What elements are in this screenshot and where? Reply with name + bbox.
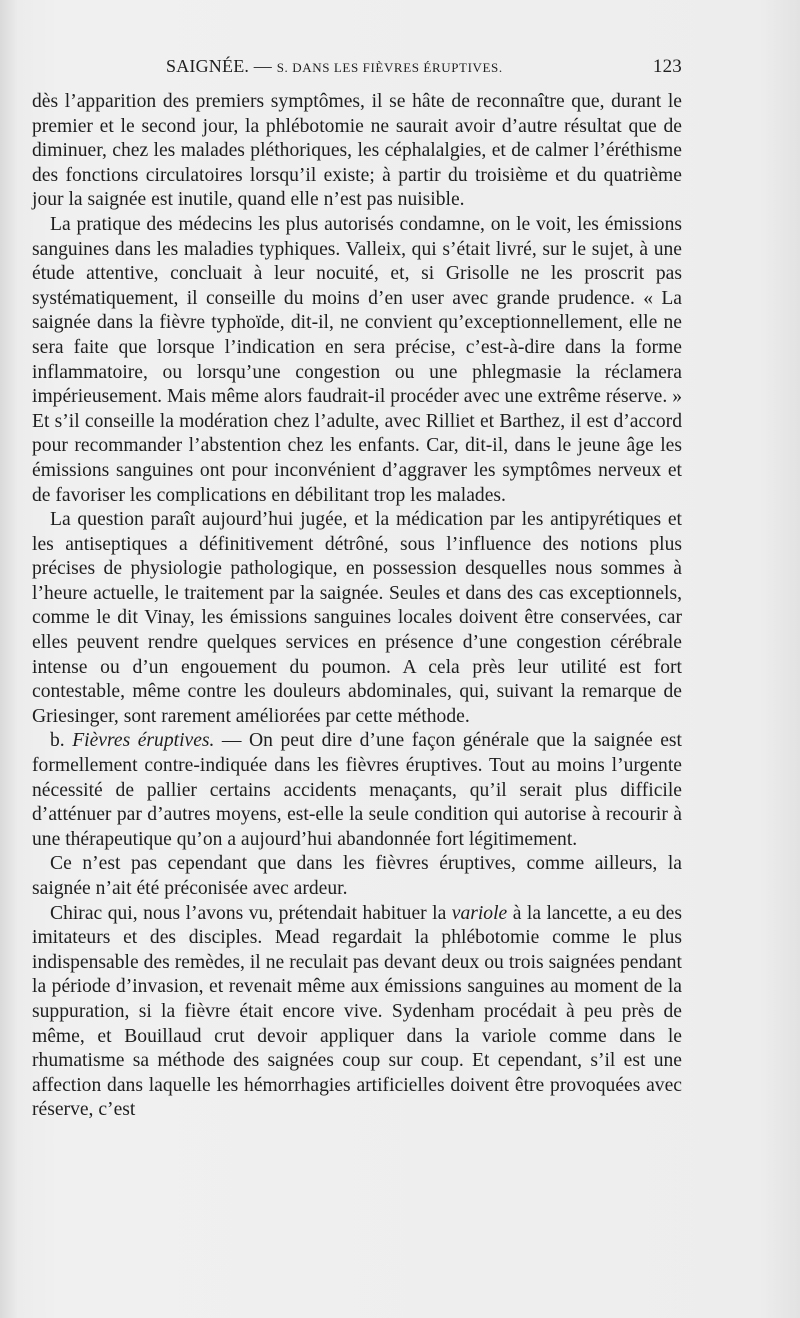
body-text bbox=[32, 90, 682, 1123]
running-header bbox=[34, 56, 682, 82]
italic-term: variole bbox=[451, 902, 508, 924]
paragraph: b. Fièvres éruptives. — On peut dire d’une façon générale que la saignée est formellement contre-indiquée dans les fièvres éruptives. Tout au moins l’urgente nécessité de pallier certains accidents menaçants, qu’il serait plus difficile d’atténuer par d’autres moyens, est-elle la seule condition qui autorise à recourir à une thérapeutique qu’on a aujourd’hui abandonnée fort légitimement. bbox=[32, 730, 682, 850]
paragraph: Ce n’est pas cependant que dans les fièvres éruptives, comme ailleurs, la saignée n’ait été préconisée avec ardeur. bbox=[32, 853, 682, 899]
page-number: 123 bbox=[652, 56, 682, 77]
running-title-section: S. DANS LES FIÈVRES ÉRUPTIVES. bbox=[276, 60, 503, 75]
running-title-main: SAIGNÉE. — bbox=[166, 56, 277, 76]
paragraph: La question paraît aujourd’hui jugée, et la médication par les antipyrétiques et les antiseptiques a définitivement détrôné, sous l’influence des notions plus précises de physiologie pathologique, en possession desquelles nous sommes à l’heure actuelle, le traitement par la saignée. Seules et dans des cas exceptionnels, comme le dit Vinay, les émissions sanguines locales doivent être conservées, car elles peuvent rendre quelques services en présence d’une congestion cérébrale intense ou d’un engouement du poumon. A cela près leur utilité est fort contestable, même contre les douleurs abdominales, qui, suivant la remarque de Griesinger, sont rarement améliorées par cette méthode. bbox=[32, 509, 682, 727]
paragraph: Chirac qui, nous l’avons vu, prétendait habituer la variole à la lancette, a eu des imitateurs et des disciples. Mead regardait la phlébotomie comme le plus indispensable des remèdes, il ne reculait pas devant deux ou trois saignées pendant la période d’invasion, et revenait même aux émissions sanguines au moment de la suppuration, si la fièvre était encore vive. Sydenham procédait à peu près de même, et Bouillaud crut devoir appliquer dans la variole comme dans le rhumatisme sa méthode des saignées coup sur coup. Et cependant, s’il est une affection dans laquelle les hémorrhagies artificielles doivent être provoquées avec réserve, c’est bbox=[32, 902, 682, 1121]
paragraph: dès l’apparition des premiers symptômes, il se hâte de reconnaître que, durant le premier et le second jour, la phlébotomie ne saurait avoir d’autre résultat que de diminuer, chez les malades pléthoriques, les céphalalgies, et de calmer l’éréthisme des fonctions circulatoires lorsqu’il existe; à partir du troisième et du quatrième jour la saignée est inutile, quand elle n’est pas nuisible. bbox=[32, 91, 682, 211]
paragraph: La pratique des médecins les plus autorisés condamne, on le voit, les émissions sanguines dans les maladies typhiques. Valleix, qui s’était livré, sur le sujet, à une étude attentive, concluait à leur nocuité, et, si Grisolle ne les proscrit pas systématiquement, il conseille du moins d’en user avec grande prudence. « La saignée dans la fièvre typhoïde, dit-il, ne convient qu’exceptionnellement, elle ne sera faite que lorsque l’indication en sera précise, c’est-à-dire dans la forme inflammatoire, ou lorsqu’une congestion ou une phlegmasie la réclamera impérieusement. Mais même alors faudrait-il procéder avec une extrême réserve. » Et s’il conseille la modération chez l’adulte, avec Rilliet et Barthez, il est d’accord pour recommander l’abstention chez les enfants. Car, dit-il, dans le jeune âge les émissions sanguines ont pour inconvénient d’aggraver les symptômes nerveux et de favoriser les complications en débilitant trop les malades. bbox=[32, 213, 682, 506]
section-heading: Fièvres éruptives. bbox=[72, 730, 215, 752]
running-title bbox=[166, 56, 503, 77]
